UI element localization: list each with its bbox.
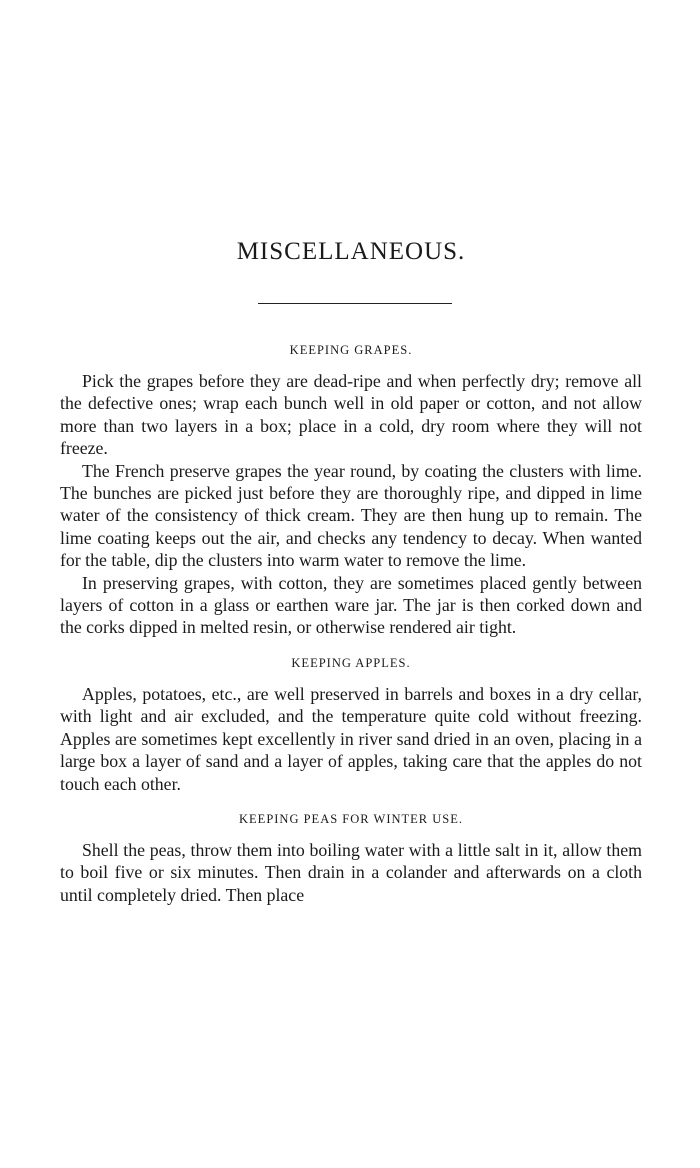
paragraph: Pick the grapes before they are dead-ripe and when perfectly dry; remove all the defective ones; wrap each bunch well in old paper or cotton, and not allow more than two layers in a box; place in a cold, dry room where they will not freeze. — [60, 371, 642, 459]
section-keeping-grapes — [60, 340, 642, 639]
paragraph: Shell the peas, throw them into boiling water with a little salt in it, allow them to boil five or six minutes. Then drain in a colander and afterwards on a cloth until completely dried. Then place — [60, 839, 642, 905]
section-heading: KEEPING PEAS FOR WINTER USE. — [239, 811, 463, 826]
paragraph: Apples, potatoes, etc., are well preserved in barrels and boxes in a dry cellar, with light and air excluded, and the temperature quite cold without freezing. Apples are sometimes kept excellently in river sand dried in an oven, placing in a large box a layer of sand and a layer of apples, taking care that the apples do not touch each other. — [60, 683, 642, 794]
section-heading: KEEPING GRAPES. — [289, 343, 413, 357]
chapter-title: MISCELLANEOUS. — [236, 238, 466, 265]
paragraph: In preserving grapes, with cotton, they are sometimes placed gently between layers of cotton in a glass or earthen ware jar. The jar is then corked down and the corks dipped in melted resin, or otherwise rendered air tight. — [60, 572, 642, 638]
title-divider-rule — [258, 303, 452, 304]
paragraph: The French preserve grapes the year round, by coating the clusters with lime. The bunches are picked just before they are thoroughly ripe, and dipped in lime water of the consistency of thick cream. They are then hung up to remain. The lime coating keeps out the air, and checks any tendency to decay. When wanted for the table, dip the clusters into warm water to remove the lime. — [60, 460, 642, 571]
page-content — [60, 340, 642, 906]
section-keeping-peas — [60, 809, 642, 906]
section-keeping-apples — [60, 653, 642, 795]
section-heading: KEEPING APPLES. — [291, 655, 411, 670]
